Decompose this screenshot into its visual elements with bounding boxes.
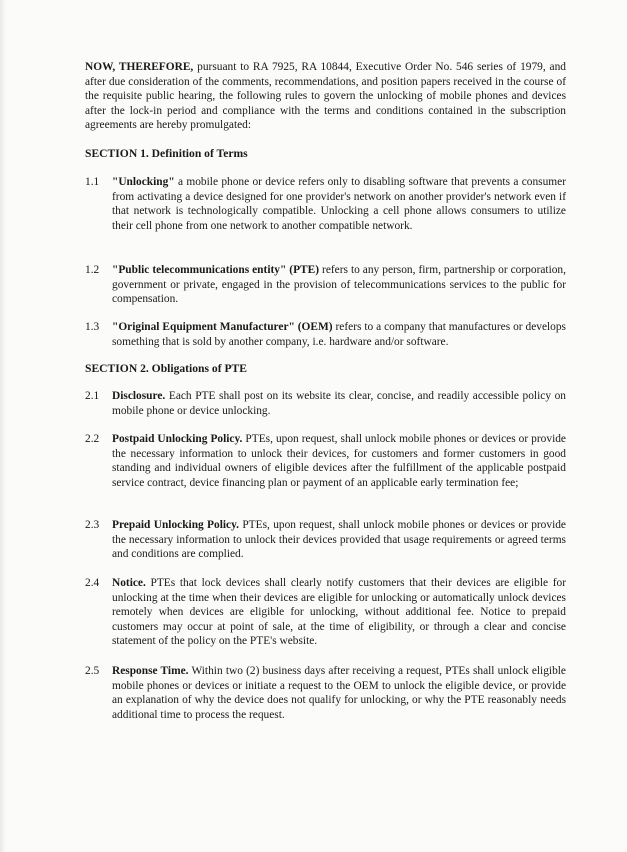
item-number: 1.1	[85, 176, 100, 188]
item-body	[112, 389, 566, 418]
item-number: 2.1	[85, 390, 100, 402]
item-body	[112, 432, 566, 490]
item-number: 1.3	[85, 321, 100, 333]
section-2-title: SECTION 2. Obligations of PTE	[85, 362, 248, 375]
item-number: 2.4	[85, 577, 100, 589]
item-lead: Prepaid Unlocking Policy.	[112, 519, 240, 531]
intro-text: pursuant to RA 7925, RA 10844, Executive Order No. 546 series of 1979, and after due consideration of the comments, recommendations, and position papers received in the course of the requisite public hearing, the following rules to govern the unlocking of mobile phones and devices after the lock-in period and compliance with the terms and conditions contained in the subscription agreements are hereby promulgated:	[85, 61, 566, 132]
item-number: 2.2	[85, 433, 100, 445]
item-lead: Postpaid Unlocking Policy.	[112, 433, 243, 445]
item-text: PTEs, upon request, shall unlock mobile phones or devices or provide the necessary information to unlock their devices, for customers and former customers in good standing and individual owners of eligible devices after the fulfillment of the applicable postpaid service contract, device financing plan or payment of an applicable early termination fee;	[112, 433, 566, 489]
item-text: Each PTE shall post on its website its clear, concise, and readily accessible policy on mobile phone or device unlocking.	[112, 390, 566, 417]
item-body	[112, 664, 566, 722]
section-1-title: SECTION 1. Definition of Terms	[85, 147, 248, 160]
item-lead: Notice.	[112, 577, 146, 589]
item-number: 2.5	[85, 665, 100, 677]
item-lead: Disclosure.	[112, 390, 166, 402]
page-edge-shadow	[0, 0, 6, 852]
item-number: 2.3	[85, 519, 100, 531]
item-lead: Response Time.	[112, 665, 189, 677]
item-text: refers to a company that manufactures or develops something that is sold by another company, i.e. hardware and/or software.	[112, 321, 566, 348]
intro-lead: NOW, THEREFORE,	[85, 61, 194, 73]
item-text: refers to any person, firm, partnership or corporation, government or private, engaged in the provision of telecommunications services to the public for compensation.	[112, 264, 566, 306]
obligation-item-2-3	[85, 518, 566, 563]
item-body	[112, 576, 566, 649]
obligation-item-2-1	[85, 389, 566, 419]
item-lead: "Public telecommunications entity" (PTE)	[112, 264, 320, 276]
item-body	[112, 320, 566, 349]
obligation-item-2-5	[85, 664, 566, 724]
definition-item-1-3	[85, 320, 566, 350]
item-text: a mobile phone or device refers only to disabling software that prevents a consumer from activating a device designed for one provider's network on another provider's network even if that network is technologically compatible. Unlocking a cell phone allows consumers to utilize their cell phone from one network to another compatible network.	[112, 176, 566, 232]
intro-paragraph	[85, 60, 566, 133]
definition-item-1-1	[85, 175, 566, 250]
item-text: PTEs that lock devices shall clearly notify customers that their devices are eligible for unlocking at the time when their devices are eligible for unlocking or automatically unlock devices remotely when devices are eligible for unlocking, without additional fee. Notice to prepaid customers may occur at point of sale, at the time of eligibility, or through a clear and concise statement of the policy on the PTE's website.	[112, 577, 566, 648]
item-text: PTEs, upon request, shall unlock mobile phones or devices or provide the necessary information to unlock their devices provided that usage requirements or agreed terms and conditions are complied.	[112, 519, 566, 561]
item-lead: "Original Equipment Manufacturer" (OEM)	[112, 321, 333, 333]
definition-item-1-2	[85, 263, 566, 308]
item-body	[112, 175, 566, 233]
obligation-item-2-4	[85, 576, 566, 651]
item-number: 1.2	[85, 264, 100, 276]
item-body	[112, 518, 566, 562]
item-body	[112, 263, 566, 307]
item-text: Within two (2) business days after receiving a request, PTEs shall unlock eligible mobile phones or devices or initiate a request to the OEM to unlock the eligible device, or provide an explanation of why the device does not qualify for unlocking, or why the PTE reasonably needs additional time to process the request.	[112, 665, 566, 721]
item-lead: "Unlocking"	[112, 176, 175, 188]
obligation-item-2-2	[85, 432, 566, 507]
